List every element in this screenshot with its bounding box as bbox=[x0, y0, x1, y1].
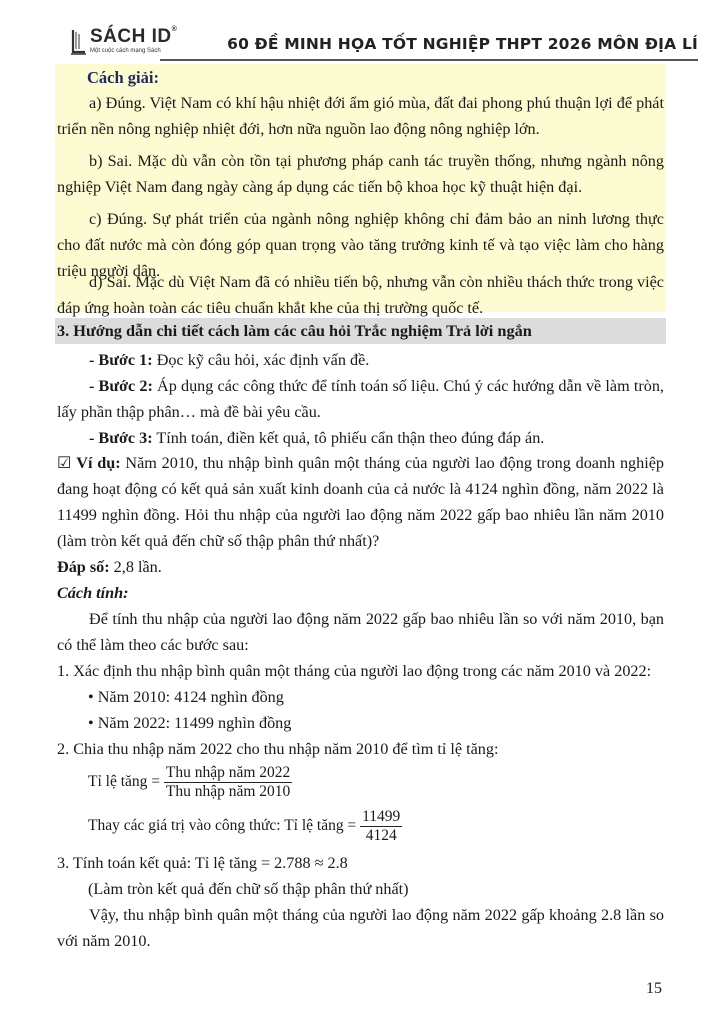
checkbox-icon: ☑ bbox=[57, 454, 72, 472]
method-label: Cách tính: bbox=[57, 584, 129, 602]
ratio-fraction: $\frac{\text{Thu nhập năm 2022}}{\text{Thu nhập năm 2010}}$ bbox=[165, 764, 291, 800]
page-header bbox=[0, 0, 721, 62]
step-3: - Bước 3: Tính toán, điền kết quả, tô phiếu cẩn thận theo đúng đáp án. bbox=[89, 429, 545, 447]
solution-item-d: d) Sai. Mặc dù Việt Nam đã có nhiều tiến bộ, nhưng vẫn còn nhiều thách thức trong việc đáp ứng hoàn toàn các tiêu chuẩn khắt khe của thị trường quốc tế. bbox=[57, 273, 664, 317]
logo-tagline: Một cuộc cách mạng Sách bbox=[90, 48, 161, 54]
ratio-formula: Tỉ lệ tăng = $\frac{\text{Thu nhập năm 2022}}{\text{Thu nhập năm 2010}}$ bbox=[88, 764, 291, 800]
section-heading: 3. Hướng dẫn chi tiết cách làm các câu hỏi Trắc nghiệm Trả lời ngắn bbox=[57, 321, 532, 340]
book-title: 60 ĐỀ MINH HỌA TỐT NGHIỆP THPT 2026 MÔN ĐỊA LÍ bbox=[227, 35, 698, 53]
publisher-logo bbox=[70, 26, 180, 60]
logo-name: SÁCH ID® bbox=[90, 26, 178, 47]
book-icon bbox=[70, 28, 88, 56]
conclusion: Vậy, thu nhập bình quân một tháng của người lao động năm 2022 gấp khoảng 2.8 lần so với năm 2010. bbox=[57, 906, 664, 950]
answer: Đáp số: 2,8 lần. bbox=[57, 558, 162, 576]
step-1: - Bước 1: Đọc kỹ câu hỏi, xác định vấn đề. bbox=[89, 351, 370, 369]
bullet-2022: • Năm 2022: 11499 nghìn đồng bbox=[88, 714, 292, 732]
solution-title: Cách giải: bbox=[87, 68, 159, 87]
substituted-formula: Thay các giá trị vào công thức: Tỉ lệ tăng = $\frac{11499}{4124}$ bbox=[88, 808, 401, 844]
solution-item-a: a) Đúng. Việt Nam có khí hậu nhiệt đới ẩm gió mùa, đất đai phong phú thuận lợi để phát triển nền nông nghiệp nhiệt đới, hơn nữa nguồn lao động nông nghiệp lớn. bbox=[57, 94, 664, 138]
bullet-2010: • Năm 2010: 4124 nghìn đồng bbox=[88, 688, 284, 706]
method-step-2: 2. Chia thu nhập năm 2022 cho thu nhập năm 2010 để tìm tỉ lệ tăng: bbox=[57, 740, 499, 758]
rounding-note: (Làm tròn kết quả đến chữ số thập phân thứ nhất) bbox=[88, 880, 409, 898]
section-heading-bar bbox=[55, 318, 666, 344]
method-intro: Để tính thu nhập của người lao động năm 2022 gấp bao nhiêu lần so với năm 2010, bạn có thể làm theo các bước sau: bbox=[57, 610, 664, 654]
solution-item-c: c) Đúng. Sự phát triển của ngành nông nghiệp không chỉ đảm bảo an ninh lương thực cho đất nước mà còn đóng góp quan trọng vào tăng trưởng kinh tế và tạo việc làm cho hàng triệu người dân. bbox=[57, 210, 664, 280]
method-step-3: 3. Tính toán kết quả: Tỉ lệ tăng = 2.788 ≈ 2.8 bbox=[57, 854, 348, 872]
example-question: ☑ Ví dụ: Năm 2010, thu nhập bình quân một tháng của người lao động trong doanh nghiệp đang hoạt động có kết quả sản xuất kinh doanh của cả nước là 4124 nghìn đồng, năm 2022 là 11499 nghìn đồng. Hỏi thu nhập của người lao động năm 2022 gấp bao nhiêu lần năm 2010 (làm tròn kết quả đến chữ số thập phân thứ nhất)? bbox=[57, 454, 665, 550]
value-fraction: $\frac{11499}{4124}$ bbox=[362, 808, 401, 844]
method-step-1: 1. Xác định thu nhập bình quân một tháng của người lao động trong các năm 2010 và 2022: bbox=[57, 662, 652, 680]
header-divider bbox=[160, 59, 698, 61]
solution-item-b: b) Sai. Mặc dù vẫn còn tồn tại phương pháp canh tác truyền thống, nhưng ngành nông nghiệp Việt Nam đang ngày càng áp dụng các tiến bộ khoa học kỹ thuật hiện đại. bbox=[57, 152, 664, 196]
page-number: 15 bbox=[646, 980, 662, 997]
solution-box bbox=[55, 64, 666, 317]
step-2: - Bước 2: Áp dụng các công thức để tính toán số liệu. Chú ý các hướng dẫn về làm tròn, lấy phần thập phân… mà đề bài yêu cầu. bbox=[57, 377, 664, 421]
